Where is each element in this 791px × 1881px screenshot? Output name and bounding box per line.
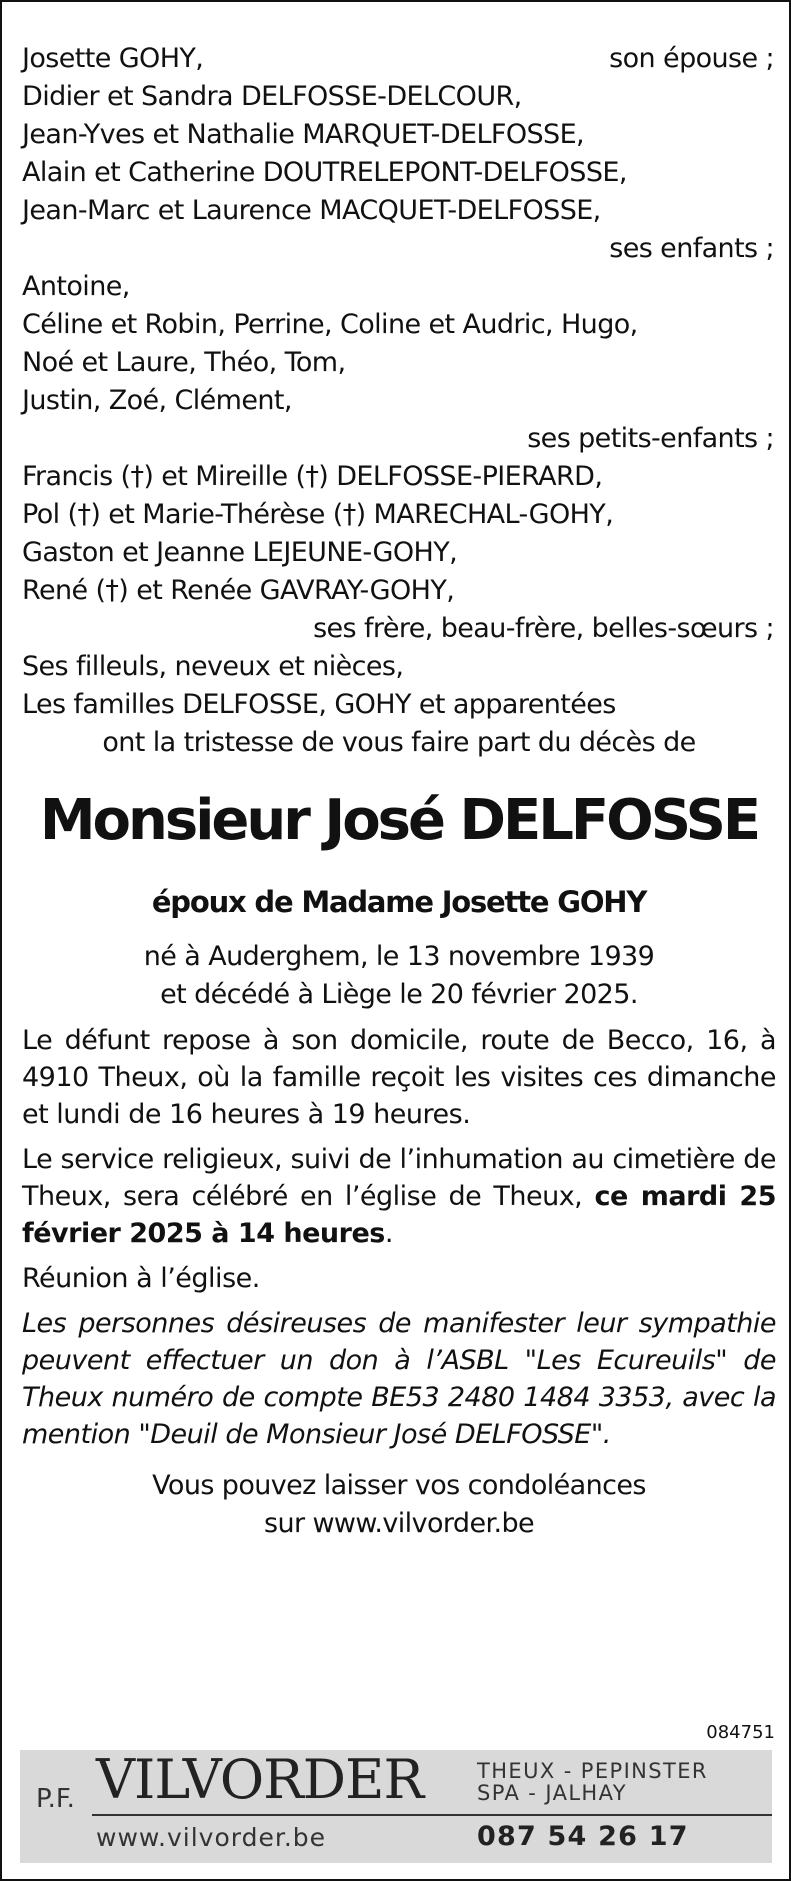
pf-label: P.F. [36, 1784, 75, 1814]
notice-body [22, 40, 776, 1543]
grandchild-line: Antoine, [22, 271, 130, 302]
grandchild-line: Justin, Zoé, Clément, [22, 385, 292, 416]
service-end: . [384, 1218, 393, 1249]
spouse-line [22, 40, 776, 78]
towns-line: SPA - JALHAY [477, 1781, 627, 1805]
grandchildren-role: ses petits-enfants ; [527, 423, 774, 454]
spouse-name: Josette GOHY, [22, 43, 204, 74]
birth-line: né à Auderghem, le 13 novembre 1939 [143, 941, 655, 972]
donation-paragraph: Les personnes désireuses de manifester leur sympathie peuvent effectuer un don à l’ASBL "Les Ecureuils" de Theux numéro de compte BE53 2480 1484 3353, avec la mention "Deuil de Monsieur José DELFOSSE". [22, 1308, 776, 1450]
meeting-line: Réunion à l’église. [22, 1263, 260, 1294]
child-line: Alain et Catherine DOUTRELEPONT-DELFOSSE, [22, 157, 627, 188]
child-line: Jean-Marc et Laurence MACQUET-DELFOSSE, [22, 195, 601, 226]
announcement-line: ont la tristesse de vous faire part du décès de [102, 727, 696, 758]
funeral-home-banner [20, 1750, 772, 1863]
service-date: ce mardi 25 février 2025 à 14 heures [22, 1181, 776, 1249]
spouse-role: son épouse ; [609, 43, 774, 74]
sibling-line: Pol (†) et Marie-Thérèse (†) MARECHAL-GOHY, [22, 499, 614, 530]
divider [92, 1814, 772, 1816]
death-line: et décédé à Liège le 20 février 2025. [160, 979, 638, 1010]
deceased-name: Monsieur José DELFOSSE [39, 788, 759, 853]
visitation-paragraph: Le défunt repose à son domicile, route de Becco, 16, à 4910 Theux, où la famille reçoit les visites ces dimanche et lundi de 16 heures à 19 heures. [22, 1025, 776, 1130]
towns-list [477, 1760, 708, 1804]
brand-logo: VILVORDER [96, 1748, 424, 1811]
other-relatives-line: Ses filleuls, neveux et nièces, [22, 651, 404, 682]
grandchild-line: Céline et Robin, Perrine, Coline et Audric, Hugo, [22, 309, 638, 340]
towns-line: THEUX - PEPINSTER [477, 1759, 708, 1783]
sibling-line: Francis (†) et Mireille (†) DELFOSSE-PIERARD, [22, 461, 603, 492]
footer-phone: 087 54 26 17 [477, 1821, 689, 1852]
children-role: ses enfants ; [609, 233, 774, 264]
sibling-line: Gaston et Jeanne LEJEUNE-GOHY, [22, 537, 458, 568]
child-line: Didier et Sandra DELFOSSE-DELCOUR, [22, 81, 522, 112]
child-line: Jean-Yves et Nathalie MARQUET-DELFOSSE, [22, 119, 585, 150]
deceased-spouse-line: époux de Madame Josette GOHY [151, 885, 647, 919]
reference-number: 084751 [706, 1722, 775, 1743]
siblings-role: ses frère, beau-frère, belles-sœurs ; [313, 613, 774, 644]
other-relatives-line: Les familles DELFOSSE, GOHY et apparentées [22, 689, 616, 720]
service-paragraph [22, 1141, 776, 1252]
condolences-website-line: sur www.vilvorder.be [263, 1508, 535, 1539]
condolences-line: Vous pouvez laisser vos condoléances [152, 1470, 646, 1501]
grandchild-line: Noé et Laure, Théo, Tom, [22, 347, 346, 378]
service-text: Le service religieux, suivi de l’inhumation au cimetière de Theux, sera célébré en l’église de Theux, [22, 1144, 776, 1212]
sibling-line: René (†) et Renée GAVRAY-GOHY, [22, 575, 455, 606]
footer-website: www.vilvorder.be [96, 1823, 327, 1852]
